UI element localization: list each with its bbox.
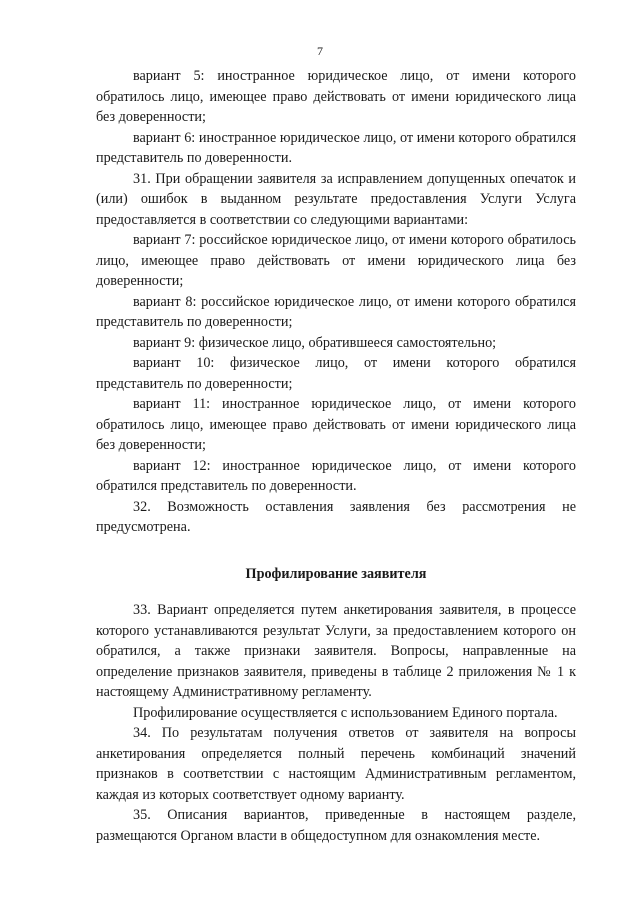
paragraph-variant-5: вариант 5: иностранное юридическое лицо, от имени которого обратилось лицо, имеющее право действовать от имени юридического лица без доверенности; [96,68,576,125]
paragraph-35: 35. Описания вариантов, приведенные в настоящем разделе, размещаются Органом власти в общедоступном для ознакомления месте. [96,807,576,844]
paragraph-variant-9: вариант 9: физическое лицо, обратившееся самостоятельно; [133,334,497,351]
paragraph-variant-8: вариант 8: российское юридическое лицо, от имени которого обратился представитель по доверенности; [96,293,576,330]
paragraph-variant-11: вариант 11: иностранное юридическое лицо, от имени которого обратилось лицо, имеющее право действовать от имени юридического лица без доверенности; [96,396,576,453]
paragraph-32: 32. Возможность оставления заявления без рассмотрения не предусмотрена. [96,498,576,535]
section-heading: Профилирование заявителя [245,565,427,582]
paragraph-31: 31. При обращении заявителя за исправлением допущенных опечаток и (или) ошибок в выданном результате предоставления Услуги Услуга предоставляется в соответствии со следующими вариантами: [96,170,576,228]
paragraph-34: 34. По результатам получения ответов от заявителя на вопросы анкетирования определяется полный перечень комбинаций значений признаков в соответствии с настоящим Административным регламентом, каждая из которых соответствует одному варианту. [96,725,576,803]
paragraph-variant-6: вариант 6: иностранное юридическое лицо, от имени которого обратился представитель по доверенности. [96,129,576,166]
page-number: 7 [317,44,323,58]
document-body [96,66,576,846]
paragraph-variant-10: вариант 10: физическое лицо, от имени которого обратился представитель по доверенности; [96,355,576,392]
paragraph-variant-12: вариант 12: иностранное юридическое лицо, от имени которого обратился представитель по доверенности. [96,457,576,494]
paragraph-variant-7: вариант 7: российское юридическое лицо, от имени которого обратилось лицо, имеющее право действовать от имени юридического лица без доверенности; [96,232,576,289]
paragraph-33: 33. Вариант определяется путем анкетирования заявителя, в процессе которого устанавливаются результат Услуги, за предоставлением которого он обратился, а также признаки заявителя. Вопросы, направленные на определение признаков заявителя, приведены в таблице 2 приложения № 1 к настоящему Административному регламенту. [96,602,576,700]
paragraph-profiling-portal: Профилирование осуществляется с использованием Единого портала. [133,704,558,721]
